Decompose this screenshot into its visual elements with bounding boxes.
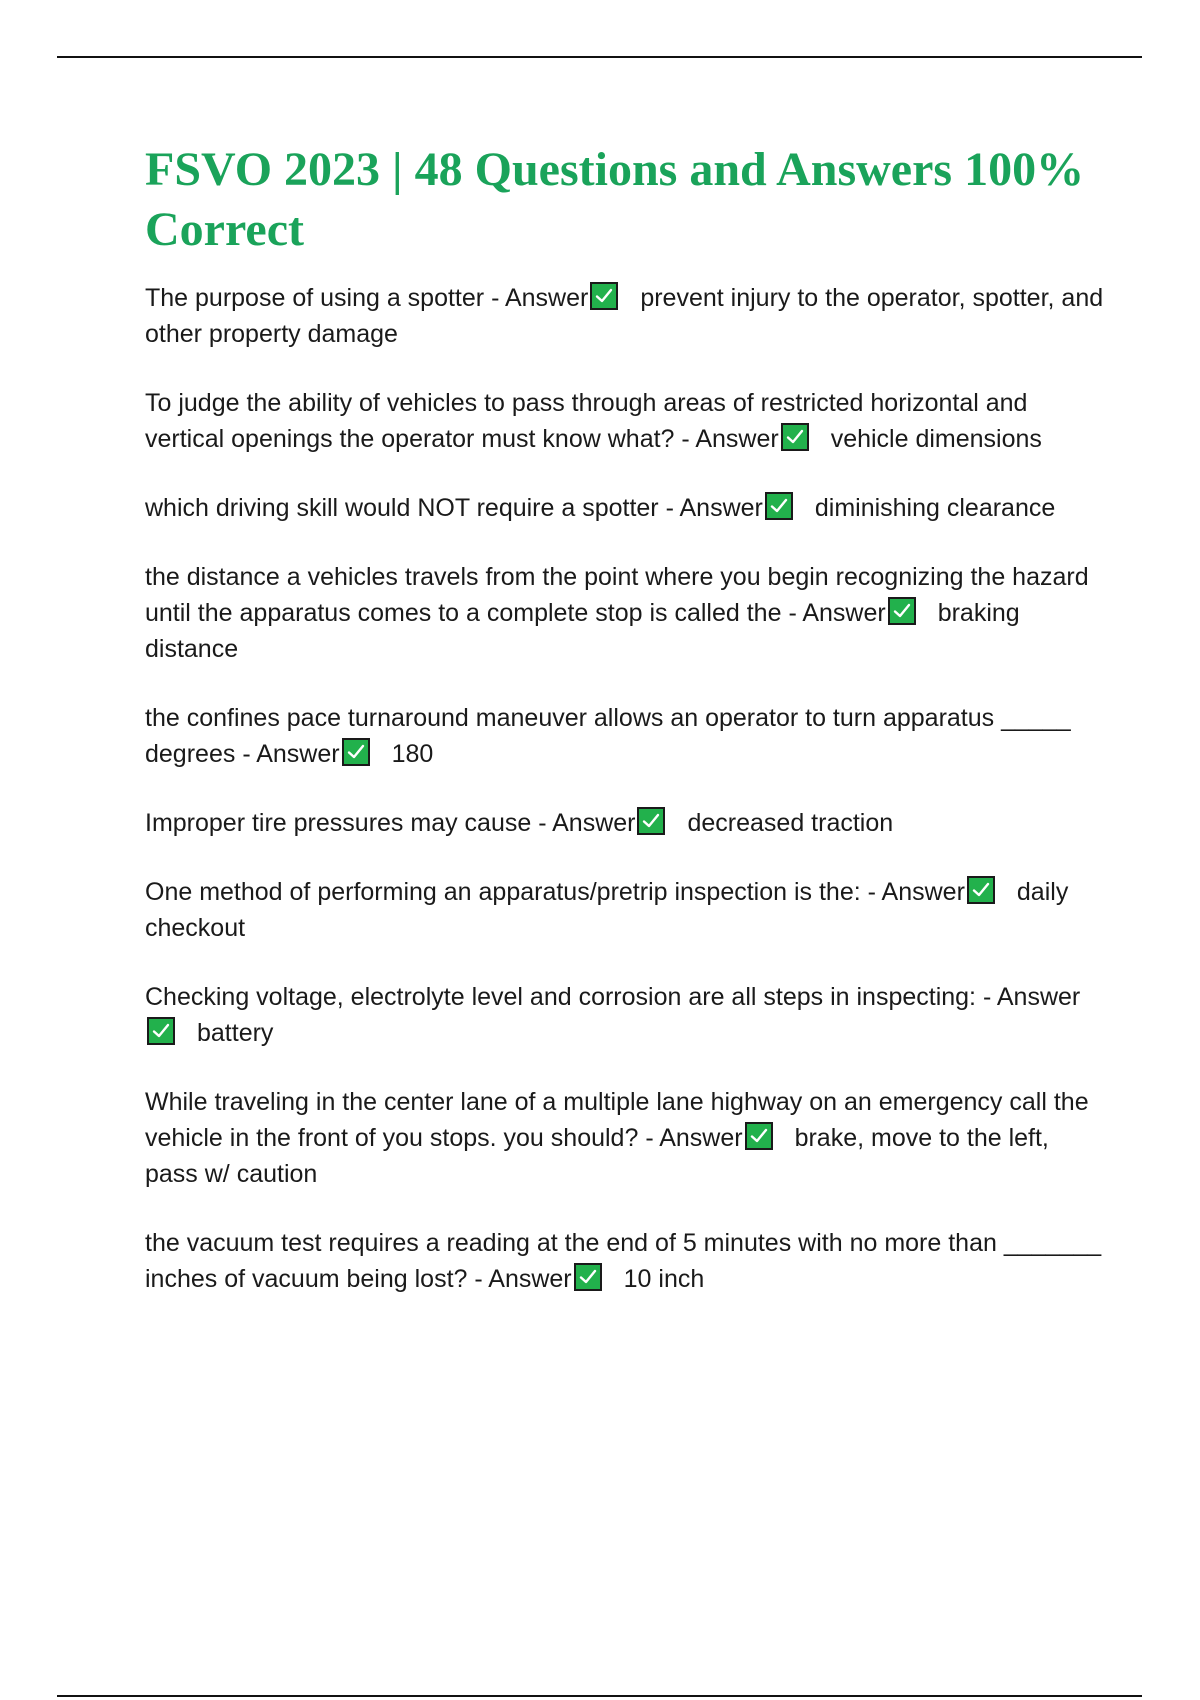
answer-text: braking distance bbox=[145, 599, 1020, 663]
answer-marker: - Answer bbox=[982, 983, 1081, 1011]
answer-text: diminishing clearance bbox=[814, 494, 1056, 522]
check-box-icon bbox=[590, 282, 618, 310]
question-text: Checking voltage, electrolyte level and corrosion are all steps in inspecting: bbox=[145, 983, 977, 1011]
question-text: Improper tire pressures may cause bbox=[145, 809, 532, 837]
check-box-icon bbox=[745, 1122, 773, 1150]
answer-marker: - Answer bbox=[665, 494, 763, 522]
qa-list bbox=[145, 280, 1105, 1297]
question-text: The purpose of using a spotter bbox=[145, 284, 485, 312]
document-body bbox=[145, 140, 1105, 1330]
question-text: the confines pace turnaround maneuver allows an operator to turn apparatus _____ degrees bbox=[145, 704, 1071, 768]
answer-marker: - Answer bbox=[788, 599, 886, 627]
answer-marker: - Answer bbox=[242, 740, 340, 768]
question-text: One method of performing an apparatus/pretrip inspection is the: bbox=[145, 878, 861, 906]
answer-text: 180 bbox=[391, 740, 434, 768]
qa-item bbox=[145, 1084, 1105, 1192]
top-rule bbox=[57, 56, 1142, 58]
answer-text: daily checkout bbox=[145, 878, 1069, 942]
qa-item bbox=[145, 280, 1105, 352]
answer-text: brake, move to the left, pass w/ caution bbox=[145, 1124, 1049, 1188]
check-box-icon bbox=[637, 807, 665, 835]
qa-item bbox=[145, 385, 1105, 457]
check-box-icon bbox=[342, 738, 370, 766]
page-title: FSVO 2023 | 48 Questions and Answers 100% Correct bbox=[145, 143, 1085, 256]
question-text: To judge the ability of vehicles to pass through areas of restricted horizontal and vertical openings the operator must know what? bbox=[145, 389, 1028, 453]
answer-marker: - Answer bbox=[645, 1124, 743, 1152]
check-box-icon bbox=[147, 1017, 175, 1045]
answer-text: 10 inch bbox=[623, 1265, 705, 1293]
question-text: the distance a vehicles travels from the point where you begin recognizing the hazard until the apparatus comes to a complete stop is called the bbox=[145, 563, 1089, 627]
answer-text: prevent injury to the operator, spotter, and other property damage bbox=[145, 284, 1104, 348]
qa-item bbox=[145, 1225, 1105, 1297]
qa-item bbox=[145, 874, 1105, 946]
bottom-rule bbox=[57, 1695, 1142, 1697]
answer-text: vehicle dimensions bbox=[830, 425, 1042, 453]
qa-item bbox=[145, 559, 1105, 667]
qa-item bbox=[145, 490, 1105, 526]
check-box-icon bbox=[888, 597, 916, 625]
answer-marker: - Answer bbox=[681, 425, 779, 453]
qa-item bbox=[145, 805, 1105, 841]
answer-text: decreased traction bbox=[687, 809, 894, 837]
answer-marker: - Answer bbox=[474, 1265, 572, 1293]
qa-item bbox=[145, 700, 1105, 772]
answer-text: battery bbox=[197, 1019, 274, 1047]
check-box-icon bbox=[967, 876, 995, 904]
check-box-icon bbox=[574, 1263, 602, 1291]
answer-marker: - Answer bbox=[867, 878, 965, 906]
answer-marker: - Answer bbox=[491, 284, 589, 312]
qa-item bbox=[145, 979, 1105, 1051]
question-text: While traveling in the center lane of a multiple lane highway on an emergency call the vehicle in the front of you stops. you should? bbox=[145, 1088, 1089, 1152]
question-text: which driving skill would NOT require a spotter bbox=[145, 494, 659, 522]
answer-marker: - Answer bbox=[538, 809, 636, 837]
question-text: the vacuum test requires a reading at the end of 5 minutes with no more than _______ inches of vacuum being lost? bbox=[145, 1229, 1102, 1293]
check-box-icon bbox=[765, 492, 793, 520]
check-box-icon bbox=[781, 423, 809, 451]
